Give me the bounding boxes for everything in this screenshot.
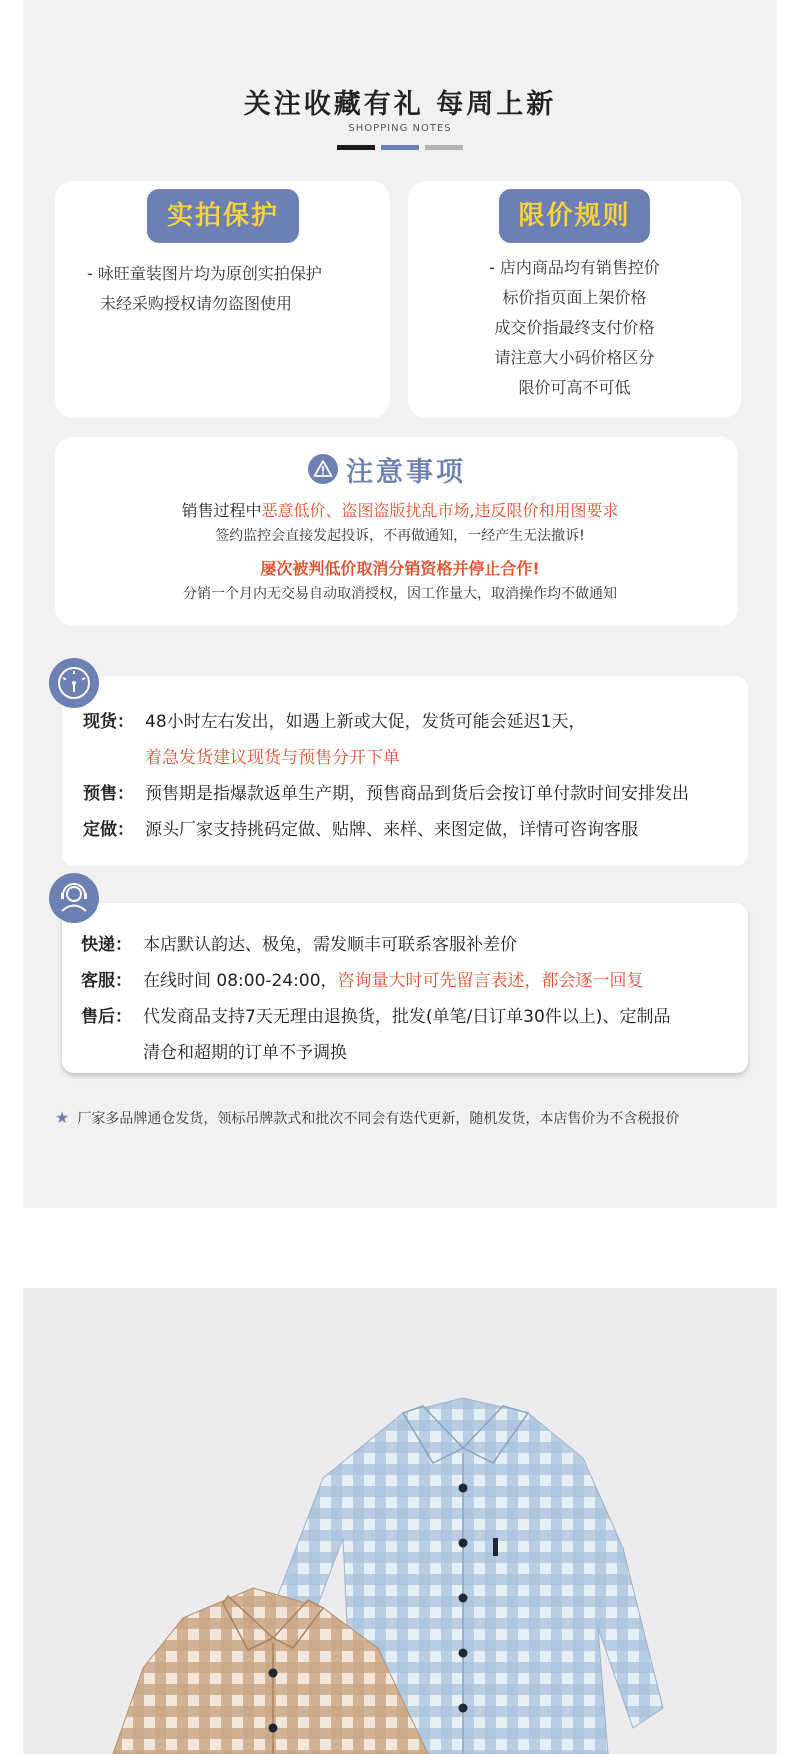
stock-text: 48小时左右发出，如遇上新或大促，发货可能会延迟1天， [145, 712, 586, 732]
page-title: 关注收藏有礼 每周上新 [243, 89, 557, 120]
cs-row [81, 966, 644, 991]
after-sales-row [81, 1002, 670, 1027]
price-rules-line: 标价指页面上架价格 [502, 288, 647, 307]
price-rules-line: 限价可高不可低 [518, 378, 631, 397]
photo-protect-line: 未经采购授权请勿盗图使用 [100, 294, 293, 313]
notice-line-2: 签约监控会直接发起投诉，不再做通知，一经产生无法撤诉! [215, 528, 585, 544]
after-sales-label: 售后： [81, 1007, 132, 1027]
presale-label: 预售： [83, 784, 134, 804]
cs-text: 在线时间 08:00-24:00， [143, 971, 338, 991]
star-icon: ★ [55, 1108, 70, 1127]
notice-line-4: 分销一个月内无交易自动取消授权，因工作量大，取消操作均不做通知 [183, 586, 617, 602]
title-underline-bars [337, 145, 463, 150]
photo-protect-title: 实拍保护 [147, 189, 299, 243]
presale-row [83, 779, 689, 804]
price-rules-line: 成交价指最终支付价格 [494, 318, 655, 337]
after-sales-row-2: 清仓和超期的订单不予调换 [143, 1043, 347, 1063]
bar-gray [425, 145, 463, 150]
custom-text: 源头厂家支持挑码定做、贴牌、来样、来图定做，详情可咨询客服 [145, 820, 638, 840]
customer-service-icon [49, 873, 99, 923]
custom-label: 定做： [83, 820, 134, 840]
express-row [81, 930, 517, 955]
notice-title: 注意事项 [346, 457, 466, 488]
cs-highlight: 咨询量大时可先留言表述，都会逐一回复 [337, 971, 644, 991]
presale-text: 预售期是指爆款返单生产期，预售商品到货后会按订单付款时间安排发出 [145, 784, 689, 804]
photo-protect-card [55, 181, 390, 418]
custom-row [83, 815, 638, 840]
cs-label: 客服： [81, 971, 132, 991]
warning-icon [308, 454, 338, 484]
after-sales-text: 代发商品支持7天无理由退换货，批发(单笔/日订单30件以上)、定制品 [143, 1007, 671, 1027]
price-rules-text [408, 253, 741, 403]
stock-label: 现货： [83, 712, 134, 732]
notice-line-1-normal: 销售过程中 [181, 501, 262, 520]
express-label: 快递： [81, 935, 132, 955]
notice-line-3: 屡次被判低价取消分销资格并停止合作! [260, 559, 540, 578]
photo-protect-text [87, 259, 322, 319]
stock-row-2: 着急发货建议现货与预售分开下单 [145, 748, 400, 768]
shirts-illustration [23, 1288, 777, 1754]
clock-icon [49, 658, 99, 708]
photo-protect-line: - 咏旺童装图片均为原创实拍保护 [87, 264, 322, 283]
price-rules-line: - 店内商品均有销售控价 [489, 258, 660, 277]
price-rules-card [408, 181, 741, 418]
bar-blue [381, 145, 419, 150]
notice-line-1 [0, 498, 800, 521]
page-subtitle: SHOPPING NOTES [348, 123, 452, 134]
express-text: 本店默认韵达、极兔，需发顺丰可联系客服补差价 [143, 935, 517, 955]
footnote [55, 1108, 679, 1128]
notice-line-1-highlight: 恶意低价、盗图盗版扰乱市场,违反限价和用图要求 [261, 501, 619, 520]
footnote-text: 厂家多品牌通仓发货，领标吊牌款式和批次不同会有迭代更新，随机发货，本店售价为不含税报价 [77, 1111, 680, 1127]
stock-row [83, 707, 585, 732]
price-rules-line: 请注意大小码价格区分 [494, 348, 655, 367]
product-photo [23, 1288, 777, 1754]
price-rules-title: 限价规则 [499, 189, 650, 243]
bar-black [337, 145, 375, 150]
